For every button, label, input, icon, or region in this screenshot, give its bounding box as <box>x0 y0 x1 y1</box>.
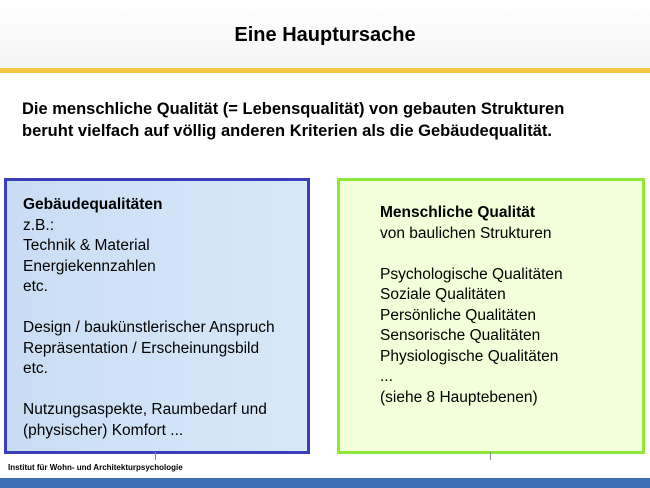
divider-tick <box>155 452 156 460</box>
institute-footer: Institut für Wohn- und Architekturpsychologie <box>8 463 183 472</box>
right-line: Persönliche Qualitäten <box>380 306 536 324</box>
right-line: (siehe 8 Hauptebenen) <box>380 388 538 406</box>
human-quality-box <box>337 178 645 454</box>
title-divider <box>0 68 650 73</box>
left-line: etc. <box>23 360 48 377</box>
left-gap <box>23 380 275 401</box>
building-qualities-heading: Gebäudequalitäten <box>23 196 163 213</box>
intro-line-2: beruht vielfach auf völlig anderen Kriterien als die Gebäudequalität. <box>22 122 552 140</box>
right-line: Sensorische Qualitäten <box>380 327 541 344</box>
building-qualities-box <box>4 178 310 454</box>
right-line: Physiologische Qualitäten <box>380 347 559 365</box>
building-qualities-text <box>23 195 275 441</box>
human-quality-heading: Menschliche Qualität <box>380 204 536 221</box>
intro-text <box>22 98 642 142</box>
right-line: ... <box>380 368 393 385</box>
right-gap <box>380 244 563 265</box>
left-line: Energiekennzahlen <box>23 257 156 275</box>
left-gap <box>23 298 275 319</box>
left-line: z.B.: <box>23 216 55 234</box>
left-line: Technik & Material <box>23 237 150 254</box>
intro-line-1: Die menschliche Qualität (= Lebensqualität) von gebauten Strukturen <box>22 100 565 118</box>
bottom-bar <box>0 478 650 488</box>
right-line: von baulichen Strukturen <box>380 224 552 242</box>
left-line: Nutzungsaspekte, Raumbedarf und <box>23 401 267 418</box>
right-line: Soziale Qualitäten <box>380 286 506 303</box>
left-line: (physischer) Komfort ... <box>23 421 184 439</box>
left-line: etc. <box>23 278 48 295</box>
left-line: Design / baukünstlerischer Anspruch <box>23 319 275 336</box>
human-quality-text <box>380 203 563 408</box>
left-line: Repräsentation / Erscheinungsbild <box>23 339 260 357</box>
divider-tick <box>490 452 491 460</box>
right-line: Psychologische Qualitäten <box>380 265 563 283</box>
slide-title: Eine Hauptursache <box>234 24 416 46</box>
